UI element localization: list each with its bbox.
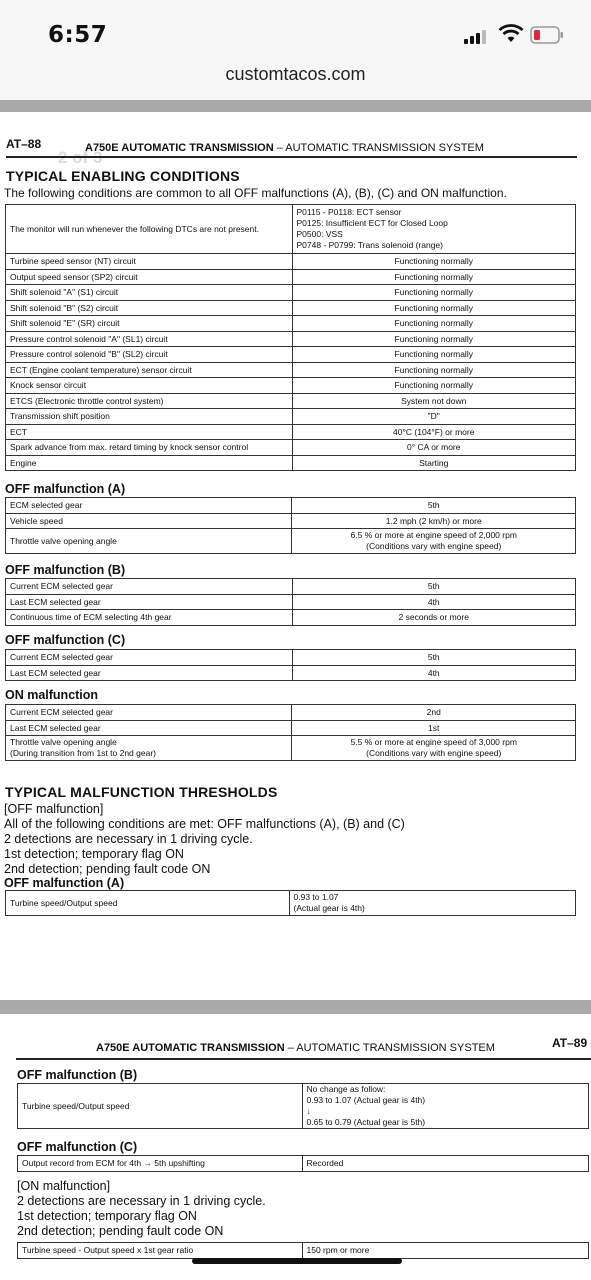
- threshold-line: All of the following conditions are met: OFF malfunctions (A), (B) and (C): [4, 817, 405, 831]
- off-b-heading: OFF malfunction (B): [17, 1068, 138, 1082]
- condition-value: Functioning normally: [292, 254, 576, 270]
- table-row: [18, 1156, 589, 1172]
- condition-value: 4th: [292, 665, 575, 681]
- table-row: [6, 362, 576, 378]
- threshold-off-a-heading: OFF malfunction (A): [4, 876, 125, 890]
- condition-value: [292, 529, 576, 554]
- header-subtitle: – AUTOMATIC TRANSMISSION SYSTEM: [284, 1042, 495, 1054]
- manual-page-at-89: [0, 1014, 591, 1280]
- condition-label: Continuous time of ECM selecting 4th gear: [6, 610, 293, 626]
- section-title: TYPICAL ENABLING CONDITIONS: [6, 168, 240, 184]
- table-row: [6, 285, 576, 301]
- home-indicator[interactable]: [192, 1258, 402, 1264]
- off-c-heading: OFF malfunction (C): [17, 1140, 138, 1154]
- condition-label: Turbine speed - Output speed x 1st gear ratio: [18, 1243, 303, 1259]
- condition-value: 1st: [292, 720, 576, 736]
- condition-label: ECT: [6, 424, 293, 440]
- table-row: [6, 665, 576, 681]
- condition-label: Current ECM selected gear: [6, 579, 293, 595]
- on-threshold-line: 2 detections are necessary in 1 driving cycle.: [17, 1194, 266, 1208]
- off-b-heading: OFF malfunction (B): [5, 563, 126, 577]
- condition-value: Functioning normally: [292, 331, 576, 347]
- condition-value: [292, 736, 576, 761]
- cellular-signal-icon: [464, 28, 490, 44]
- enabling-conditions-table: [5, 204, 576, 471]
- value-line: (Conditions vary with engine speed): [366, 748, 502, 758]
- table-row: [6, 610, 576, 626]
- on-table: [5, 704, 576, 761]
- condition-value: Functioning normally: [292, 378, 576, 394]
- table-row: [6, 300, 576, 316]
- condition-value: 5th: [292, 579, 576, 595]
- address-bar[interactable]: [0, 56, 591, 100]
- condition-label: Shift solenoid "E" (SR) circuit: [6, 316, 293, 332]
- condition-label: [6, 736, 292, 761]
- table-row: [6, 205, 576, 254]
- condition-label: Pressure control solenoid "B" (SL2) circuit: [6, 347, 293, 363]
- condition-value: 5th: [292, 498, 576, 514]
- dtc-line: P0500: VSS: [296, 229, 343, 239]
- table-row: [6, 424, 576, 440]
- table-row: [6, 269, 576, 285]
- condition-label: Turbine speed/Output speed: [6, 891, 290, 916]
- value-line: 0.93 to 1.07 (Actual gear is 4th): [306, 1095, 426, 1105]
- threshold-off-a-table: [5, 890, 576, 916]
- table-row: [6, 720, 576, 736]
- header-title: A750E AUTOMATIC TRANSMISSION: [85, 142, 274, 154]
- table-row: [6, 650, 576, 666]
- condition-value: Functioning normally: [292, 347, 576, 363]
- value-line: (Actual gear is 4th): [293, 903, 365, 913]
- header-rule: [16, 1058, 591, 1060]
- header-title: A750E AUTOMATIC TRANSMISSION: [96, 1042, 285, 1054]
- label-line: Throttle valve opening angle: [10, 737, 117, 747]
- condition-value: 2nd: [292, 705, 576, 721]
- value-line: 6.5 % or more at engine speed of 2,000 rpm: [350, 530, 517, 540]
- off-b-table: [5, 578, 576, 626]
- condition-label: Output record from ECM for 4th → 5th upshifting: [18, 1156, 303, 1172]
- condition-label: Shift solenoid "A" (S1) circuit: [6, 285, 293, 301]
- threshold-line: 2nd detection; pending fault code ON: [4, 862, 211, 876]
- table-row: [6, 254, 576, 270]
- condition-label: Turbine speed/Output speed: [18, 1084, 303, 1129]
- page-number: AT–89: [552, 1036, 588, 1050]
- condition-label: Engine: [6, 455, 293, 471]
- off-a-heading: OFF malfunction (A): [5, 482, 126, 496]
- on-threshold-line: 1st detection; temporary flag ON: [17, 1209, 197, 1223]
- condition-value: Functioning normally: [292, 285, 576, 301]
- condition-label: Last ECM selected gear: [6, 720, 292, 736]
- condition-value: 40°C (104°F) or more: [292, 424, 576, 440]
- dtc-line: P0125: Insufficient ECT for Closed Loop: [296, 218, 448, 228]
- table-row: [6, 440, 576, 456]
- value-line: 0.93 to 1.07: [293, 892, 339, 902]
- threshold-line: 2 detections are necessary in 1 driving cycle.: [4, 832, 253, 846]
- table-row: [6, 736, 576, 761]
- condition-label: Shift solenoid "B" (S2) circuit: [6, 300, 293, 316]
- on-threshold-line: [ON malfunction]: [17, 1179, 111, 1193]
- condition-label: ETCS (Electronic throttle control system): [6, 393, 293, 409]
- condition-label: Throttle valve opening angle: [6, 529, 292, 554]
- table-row: [6, 378, 576, 394]
- off-b-threshold-table: [17, 1083, 589, 1129]
- on-heading: ON malfunction: [5, 688, 99, 702]
- clock: 6:57: [48, 22, 108, 48]
- condition-value: 1.2 mph (2 km/h) or more: [292, 513, 576, 529]
- condition-label: Last ECM selected gear: [6, 594, 293, 610]
- page-header: [85, 142, 484, 154]
- header-rule: [6, 156, 577, 158]
- condition-value: Functioning normally: [292, 362, 576, 378]
- status-bar: [0, 0, 591, 56]
- condition-value: [289, 891, 575, 916]
- condition-value: System not down: [292, 393, 576, 409]
- thresholds-title: TYPICAL MALFUNCTION THRESHOLDS: [5, 784, 278, 800]
- battery-low-icon: [530, 26, 564, 44]
- condition-label: Knock sensor circuit: [6, 378, 293, 394]
- condition-label: ECT (Engine coolant temperature) sensor circuit: [6, 362, 293, 378]
- off-c-heading: OFF malfunction (C): [5, 633, 126, 647]
- condition-value: 2 seconds or more: [292, 610, 576, 626]
- condition-label: Spark advance from max. retard timing by knock sensor control: [6, 440, 293, 456]
- table-row: [6, 409, 576, 425]
- on-threshold-line: 2nd detection; pending fault code ON: [17, 1224, 224, 1238]
- condition-value: 5th: [292, 650, 575, 666]
- header-subtitle: – AUTOMATIC TRANSMISSION SYSTEM: [273, 142, 484, 154]
- table-row: [6, 579, 576, 595]
- condition-value: Recorded: [302, 1156, 589, 1172]
- value-line: (Conditions vary with engine speed): [366, 541, 502, 551]
- label-line: (During transition from 1st to 2nd gear): [10, 748, 156, 758]
- table-row: [6, 891, 576, 916]
- table-row: [6, 513, 576, 529]
- condition-value: [302, 1084, 588, 1129]
- threshold-line: 1st detection; temporary flag ON: [4, 847, 184, 861]
- manual-page-at-88: [0, 112, 591, 1000]
- url-text[interactable]: customtacos.com: [225, 64, 366, 84]
- condition-label: ECM selected gear: [6, 498, 292, 514]
- condition-value: 0° CA or more: [292, 440, 576, 456]
- condition-label: Last ECM selected gear: [6, 665, 293, 681]
- off-c-threshold-table: [17, 1155, 589, 1172]
- condition-value: "D": [292, 409, 576, 425]
- page-separator: [0, 100, 591, 112]
- page-separator: [0, 1000, 591, 1014]
- condition-value: Functioning normally: [292, 269, 576, 285]
- condition-label: Current ECM selected gear: [6, 650, 293, 666]
- condition-label: Turbine speed sensor (NT) circuit: [6, 254, 293, 270]
- condition-label: Current ECM selected gear: [6, 705, 292, 721]
- condition-value: Starting: [292, 455, 576, 471]
- table-row: [6, 705, 576, 721]
- dtc-label: The monitor will run whenever the following DTCs are not present.: [6, 205, 293, 254]
- condition-label: Vehicle speed: [6, 513, 292, 529]
- condition-value: Functioning normally: [292, 300, 576, 316]
- table-row: [6, 498, 576, 514]
- threshold-line: [OFF malfunction]: [4, 802, 104, 816]
- table-row: [6, 594, 576, 610]
- condition-label: Pressure control solenoid "A" (SL1) circuit: [6, 331, 293, 347]
- table-row: [6, 455, 576, 471]
- dtc-line: P0115 - P0118: ECT sensor: [296, 207, 402, 217]
- table-row: [18, 1243, 589, 1259]
- condition-label: Transmission shift position: [6, 409, 293, 425]
- dtc-line: P0748 - P0799: Trans solenoid (range): [296, 240, 443, 250]
- off-c-table: [5, 649, 576, 681]
- condition-value: 150 rpm or more: [302, 1243, 589, 1259]
- page-number: AT–88: [6, 137, 42, 151]
- condition-value: 4th: [292, 594, 576, 610]
- on-threshold-table: [17, 1242, 589, 1259]
- dtc-list: [292, 205, 576, 254]
- wifi-icon: [498, 24, 524, 44]
- condition-label: Output speed sensor (SP2) circuit: [6, 269, 293, 285]
- value-line: No change as follow:: [306, 1084, 386, 1094]
- table-row: [18, 1084, 589, 1129]
- table-row: [6, 529, 576, 554]
- table-row: [6, 347, 576, 363]
- table-row: [6, 393, 576, 409]
- off-a-table: [5, 497, 576, 554]
- table-row: [6, 316, 576, 332]
- page-counter-overlay: [58, 148, 102, 168]
- table-row: [6, 331, 576, 347]
- value-line: 5.5 % or more at engine speed of 3,000 rpm: [350, 737, 517, 747]
- arrow-down-icon: ↓: [306, 1106, 311, 1116]
- condition-value: Functioning normally: [292, 316, 576, 332]
- page-header: [96, 1042, 495, 1054]
- intro-text: The following conditions are common to all OFF malfunctions (A), (B), (C) and ON malfunction.: [4, 186, 507, 200]
- value-line: 0.65 to 0.79 (Actual gear is 5th): [306, 1117, 426, 1127]
